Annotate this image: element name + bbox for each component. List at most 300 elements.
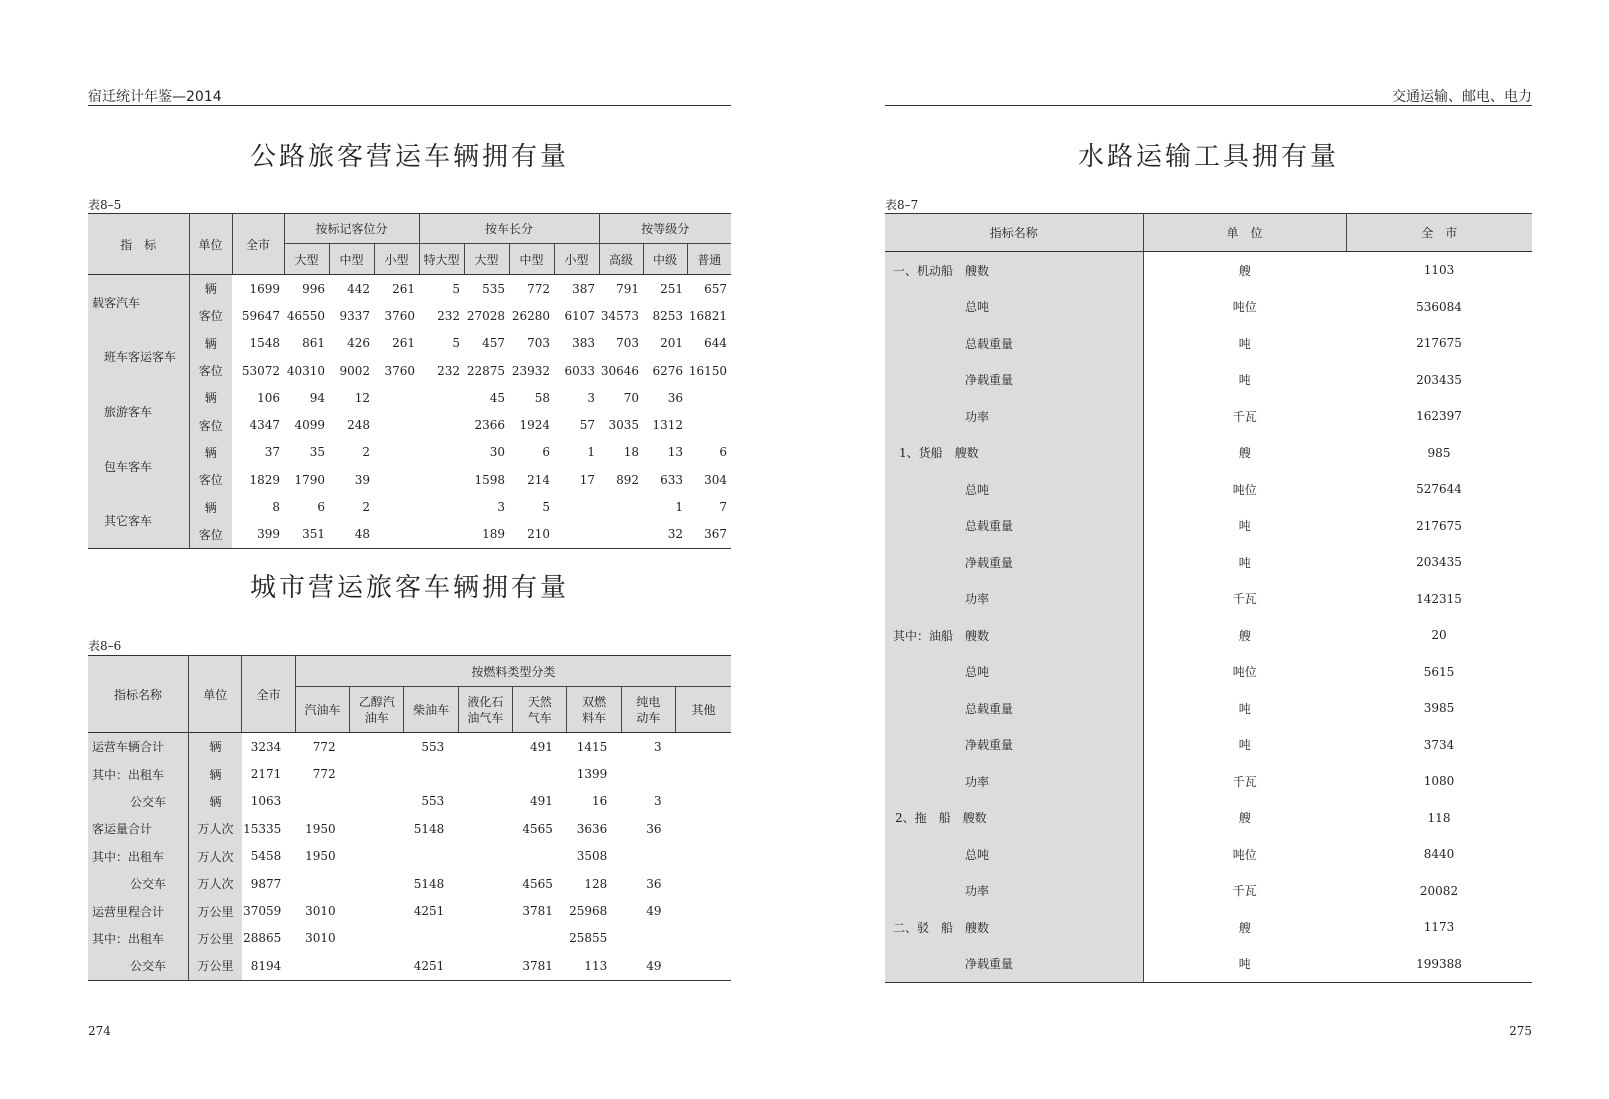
header-sub: 汽油车: [295, 687, 349, 733]
city-vehicles-table: [88, 655, 731, 981]
unit-cell: 千瓦: [1232, 884, 1257, 899]
value-cell: 36: [646, 876, 662, 891]
value-cell: [374, 493, 419, 520]
unit-cell: 吨: [1238, 555, 1251, 570]
value-cell: 8440: [1423, 847, 1455, 862]
header-sub: 其他: [676, 687, 731, 733]
value-cell: 20082: [1419, 883, 1459, 898]
value-cell: 8253: [652, 308, 683, 323]
table-row: [88, 439, 731, 466]
value-cell: 633: [660, 472, 683, 487]
value-cell: 2366: [474, 418, 505, 433]
unit-cell: 艘: [1238, 446, 1251, 461]
value-cell: 217675: [1416, 518, 1462, 533]
value-cell: [676, 760, 731, 787]
unit-cell: 客位: [189, 521, 232, 549]
value-cell: 527644: [1416, 482, 1462, 497]
value-cell: [374, 466, 419, 493]
value-cell: [676, 925, 731, 952]
row-label: 净载重量: [885, 727, 1143, 764]
water-transport-table: [885, 213, 1532, 983]
value-cell: 4251: [413, 904, 445, 919]
value-cell: [419, 521, 464, 549]
value-cell: [419, 439, 464, 466]
header-sub: 特大型: [419, 244, 464, 275]
value-cell: 17: [579, 472, 595, 487]
value-cell: 4565: [522, 876, 553, 891]
value-cell: 791: [616, 281, 639, 296]
value-cell: 232: [437, 308, 460, 323]
value-cell: 36: [667, 390, 683, 405]
row-label: 总吨: [885, 471, 1143, 508]
value-cell: 3781: [522, 958, 553, 973]
bus-vehicles-table: [88, 213, 731, 549]
unit-cell: 吨: [1238, 336, 1251, 351]
unit-cell: 吨位: [1232, 847, 1257, 862]
value-cell: 7: [719, 500, 727, 515]
row-label: 其中：油船 艘数: [885, 617, 1143, 654]
value-cell: 536084: [1416, 299, 1462, 314]
value-cell: [599, 521, 643, 549]
table-row: [885, 544, 1532, 581]
value-cell: 9002: [339, 363, 370, 378]
unit-cell: 吨位: [1232, 482, 1257, 497]
value-cell: [350, 897, 404, 924]
row-label: 包车客车: [88, 439, 189, 494]
header-sub: 天然 气车: [513, 687, 567, 733]
value-cell: 203435: [1416, 372, 1462, 387]
value-cell: 2: [362, 445, 370, 460]
unit-cell: 吨: [1238, 957, 1251, 972]
header-sub: 乙醇汽 油车: [350, 687, 404, 733]
value-cell: 25968: [569, 904, 608, 919]
running-header: 交通运输、邮电、电力: [1392, 89, 1532, 105]
row-label: 一、机动船 艘数: [885, 252, 1143, 289]
value-cell: 30: [489, 445, 505, 460]
value-cell: 5458: [250, 849, 282, 864]
table-row: [885, 581, 1532, 618]
value-cell: [350, 925, 404, 952]
value-cell: 772: [312, 767, 336, 782]
value-cell: 703: [616, 336, 639, 351]
row-label: 2、拖 船 艘数: [885, 800, 1143, 837]
value-cell: [687, 384, 731, 411]
value-cell: 6: [542, 445, 550, 460]
row-label: 总载重量: [885, 690, 1143, 727]
header-sub: 液化石 油气车: [458, 687, 512, 733]
row-label: 其中：出租车: [88, 760, 189, 787]
value-cell: [458, 870, 512, 897]
row-label: 二、驳 船 艘数: [885, 909, 1143, 946]
value-cell: 1415: [576, 739, 608, 754]
value-cell: 3760: [384, 363, 415, 378]
value-cell: 304: [704, 472, 727, 487]
header-sub: 柴油车: [404, 687, 458, 733]
value-cell: [458, 925, 512, 952]
unit-cell: 万公里: [189, 925, 242, 952]
running-header: 宿迁统计年鉴—2014: [88, 89, 222, 105]
value-cell: 5: [452, 336, 460, 351]
unit-cell: 吨位: [1232, 300, 1257, 315]
unit-cell: 辆: [189, 760, 242, 787]
table-row: [885, 325, 1532, 362]
value-cell: 16821: [688, 308, 727, 323]
value-cell: 1950: [305, 821, 336, 836]
value-cell: 4347: [249, 418, 280, 433]
unit-cell: 吨: [1238, 519, 1251, 534]
value-cell: 118: [1427, 810, 1451, 825]
value-cell: 8: [272, 500, 280, 515]
header-sub: 纯电 动车: [621, 687, 675, 733]
value-cell: 46550: [286, 308, 325, 323]
value-cell: 36: [646, 821, 662, 836]
row-label: 班车客运客车: [88, 330, 189, 385]
header-total: 全市: [232, 214, 284, 275]
table-row: [885, 763, 1532, 800]
value-cell: 201: [660, 336, 683, 351]
value-cell: 106: [257, 390, 280, 405]
value-cell: [554, 493, 599, 520]
table-row: [88, 870, 731, 897]
value-cell: 367: [704, 527, 727, 542]
table-row: [88, 330, 731, 357]
value-cell: 3: [587, 390, 595, 405]
value-cell: 3035: [608, 418, 639, 433]
unit-cell: 万人次: [189, 870, 242, 897]
right-page: [885, 0, 1532, 1099]
unit-cell: 吨: [1238, 701, 1251, 716]
value-cell: 53072: [241, 363, 280, 378]
value-cell: [374, 439, 419, 466]
row-label: 客运量合计: [88, 815, 189, 842]
value-cell: [295, 870, 349, 897]
header-sub: 普通: [687, 244, 731, 275]
header-group-grade: 按等级分: [599, 214, 731, 244]
header-indicator: 指 标: [88, 214, 189, 275]
value-cell: 1699: [249, 281, 280, 296]
value-cell: 3734: [1423, 737, 1455, 752]
row-label: 功率: [885, 398, 1143, 435]
value-cell: 128: [584, 876, 608, 891]
value-cell: [350, 870, 404, 897]
value-cell: [419, 411, 464, 438]
table-row: [885, 617, 1532, 654]
header-sub: 大型: [284, 244, 329, 275]
value-cell: 1173: [1423, 920, 1455, 935]
value-cell: [419, 466, 464, 493]
unit-cell: 客位: [189, 466, 232, 493]
header-total: 全市: [242, 656, 295, 733]
header-group-length: 按车长分: [419, 214, 599, 244]
unit-cell: 吨位: [1232, 665, 1257, 680]
value-cell: 6276: [652, 363, 683, 378]
value-cell: 399: [257, 527, 280, 542]
value-cell: [458, 952, 512, 980]
value-cell: 657: [704, 281, 727, 296]
value-cell: [676, 815, 731, 842]
header-indicator: 指标名称: [885, 214, 1143, 252]
table-row: [885, 873, 1532, 910]
value-cell: 248: [347, 418, 370, 433]
table-row: [88, 952, 731, 980]
value-cell: 25855: [569, 931, 608, 946]
value-cell: [350, 788, 404, 815]
value-cell: 3234: [250, 739, 282, 754]
value-cell: 5148: [413, 821, 445, 836]
table-title: 公路旅客营运车辆拥有量: [249, 142, 569, 172]
value-cell: 232: [437, 363, 460, 378]
unit-cell: 客位: [189, 302, 232, 329]
value-cell: 6: [719, 445, 727, 460]
row-label: 总载重量: [885, 325, 1143, 362]
header-sub: 中型: [509, 244, 554, 275]
row-label: 总载重量: [885, 508, 1143, 545]
value-cell: 3781: [522, 904, 553, 919]
table-row: [885, 362, 1532, 399]
row-label: 功率: [885, 763, 1143, 800]
table-title: 城市营运旅客车辆拥有量: [249, 573, 569, 603]
value-cell: [419, 384, 464, 411]
value-cell: 2171: [250, 767, 282, 782]
table-row: [885, 800, 1532, 837]
value-cell: 59647: [241, 308, 280, 323]
header-unit: 单 位: [1143, 214, 1346, 252]
header-sub: 小型: [374, 244, 419, 275]
value-cell: 26280: [511, 308, 550, 323]
value-cell: 12: [354, 390, 370, 405]
value-cell: [676, 733, 731, 761]
value-cell: [374, 384, 419, 411]
value-cell: 5: [452, 281, 460, 296]
table-number: 表8–7: [885, 198, 919, 212]
row-label: 旅游客车: [88, 384, 189, 439]
value-cell: 16: [591, 794, 608, 809]
value-cell: [599, 493, 643, 520]
unit-cell: 辆: [189, 330, 232, 357]
value-cell: 1399: [576, 767, 608, 782]
table-row: [88, 275, 731, 303]
row-label: 总吨: [885, 836, 1143, 873]
table-row: [88, 384, 731, 411]
table-title: 水路运输工具拥有量: [1077, 142, 1339, 172]
value-cell: 5148: [413, 876, 445, 891]
value-cell: 1924: [519, 418, 550, 433]
value-cell: [621, 925, 675, 952]
unit-cell: 艘: [1238, 811, 1251, 826]
unit-cell: 万人次: [189, 843, 242, 870]
value-cell: 772: [527, 281, 550, 296]
header-group-fuel: 按燃料类型分类: [295, 656, 731, 687]
value-cell: [350, 952, 404, 980]
header-unit: 单位: [189, 214, 232, 275]
value-cell: 5: [542, 500, 550, 515]
unit-cell: 辆: [189, 788, 242, 815]
header-rule: [88, 105, 731, 106]
row-label: 运营车辆合计: [88, 733, 189, 761]
table-row: [88, 760, 731, 787]
value-cell: [513, 925, 567, 952]
value-cell: [513, 760, 567, 787]
value-cell: 214: [527, 472, 550, 487]
value-cell: [676, 952, 731, 980]
value-cell: 3760: [384, 308, 415, 323]
value-cell: 3: [653, 794, 662, 809]
unit-cell: 辆: [189, 439, 232, 466]
value-cell: 892: [616, 472, 639, 487]
value-cell: 8194: [250, 958, 282, 973]
value-cell: 1829: [249, 472, 280, 487]
row-label: 总吨: [885, 289, 1143, 326]
unit-cell: 万公里: [189, 952, 242, 980]
header-sub: 小型: [554, 244, 599, 275]
value-cell: [458, 788, 512, 815]
row-label: 其中：出租车: [88, 843, 189, 870]
value-cell: 442: [347, 281, 370, 296]
value-cell: [676, 788, 731, 815]
table-row: [885, 654, 1532, 691]
value-cell: 4099: [294, 418, 325, 433]
value-cell: 1790: [294, 472, 325, 487]
row-label: 载客汽车: [88, 275, 189, 330]
value-cell: 2: [362, 500, 370, 515]
unit-cell: 艘: [1238, 920, 1251, 935]
row-label: 净载重量: [885, 544, 1143, 581]
value-cell: 457: [482, 336, 505, 351]
unit-cell: 客位: [189, 411, 232, 438]
value-cell: 5615: [1423, 664, 1455, 679]
value-cell: 351: [302, 527, 325, 542]
value-cell: [458, 733, 512, 761]
value-cell: 1312: [652, 418, 683, 433]
unit-cell: 艘: [1238, 628, 1251, 643]
value-cell: 48: [354, 527, 370, 542]
value-cell: 35: [309, 445, 325, 460]
unit-cell: 吨: [1238, 738, 1251, 753]
value-cell: [419, 493, 464, 520]
unit-cell: 千瓦: [1232, 592, 1257, 607]
value-cell: 203435: [1416, 555, 1462, 570]
value-cell: 3985: [1423, 701, 1455, 716]
value-cell: [374, 521, 419, 549]
value-cell: 113: [584, 958, 608, 973]
table-row: [885, 471, 1532, 508]
value-cell: 1080: [1423, 774, 1455, 789]
value-cell: 3636: [576, 821, 608, 836]
header-group-seat: 按标记客位分: [284, 214, 419, 244]
row-label: 运营里程合计: [88, 897, 189, 924]
table-number: 表8–5: [88, 198, 122, 212]
value-cell: [513, 843, 567, 870]
unit-cell: 辆: [189, 275, 232, 303]
value-cell: 3508: [576, 849, 608, 864]
value-cell: 32: [667, 527, 683, 542]
row-label: 净载重量: [885, 946, 1143, 983]
value-cell: 491: [530, 794, 553, 809]
value-cell: 387: [572, 281, 595, 296]
value-cell: 772: [312, 739, 336, 754]
value-cell: 426: [347, 336, 370, 351]
row-label: 其中：出租车: [88, 925, 189, 952]
table-row: [885, 690, 1532, 727]
value-cell: 3: [497, 500, 505, 515]
header-sub: 高级: [599, 244, 643, 275]
value-cell: [295, 952, 349, 980]
row-label: 公交车: [88, 870, 189, 897]
unit-cell: 客位: [189, 357, 232, 384]
value-cell: 70: [623, 390, 639, 405]
table-number: 表8–6: [88, 639, 122, 653]
value-cell: [676, 870, 731, 897]
table-row: [885, 727, 1532, 764]
value-cell: 6: [317, 500, 325, 515]
value-cell: [554, 521, 599, 549]
row-label: 1、货船 艘数: [885, 435, 1143, 472]
value-cell: 4565: [522, 821, 553, 836]
row-label: 公交车: [88, 952, 189, 980]
value-cell: [458, 843, 512, 870]
value-cell: [458, 760, 512, 787]
value-cell: [350, 843, 404, 870]
table-row: [88, 788, 731, 815]
value-cell: 23932: [511, 363, 550, 378]
header-rule: [885, 105, 1532, 106]
unit-cell: 吨: [1238, 373, 1251, 388]
value-cell: 45: [489, 390, 505, 405]
value-cell: 39: [354, 472, 370, 487]
value-cell: 1950: [305, 849, 336, 864]
value-cell: 20: [1431, 628, 1447, 643]
table-row: [885, 289, 1532, 326]
value-cell: 703: [527, 336, 550, 351]
value-cell: 261: [392, 281, 415, 296]
value-cell: [621, 760, 675, 787]
value-cell: [295, 788, 349, 815]
value-cell: 4251: [413, 958, 445, 973]
value-cell: 162397: [1416, 409, 1462, 424]
value-cell: 1063: [250, 794, 282, 809]
table-row: [885, 508, 1532, 545]
table-row: [885, 398, 1532, 435]
value-cell: 13: [667, 445, 683, 460]
value-cell: 28865: [243, 931, 282, 946]
unit-cell: 千瓦: [1232, 409, 1257, 424]
value-cell: 261: [392, 336, 415, 351]
row-label: 功率: [885, 873, 1143, 910]
table-row: [88, 733, 731, 761]
value-cell: 199388: [1416, 956, 1462, 971]
table-row: [885, 946, 1532, 983]
value-cell: 1: [587, 445, 595, 460]
value-cell: 49: [646, 904, 662, 919]
value-cell: 1598: [474, 472, 505, 487]
row-label: 净载重量: [885, 362, 1143, 399]
value-cell: 9337: [339, 308, 370, 323]
value-cell: 40310: [286, 363, 325, 378]
value-cell: 491: [530, 739, 553, 754]
value-cell: [621, 843, 675, 870]
header-sub: 中型: [329, 244, 374, 275]
value-cell: 30646: [600, 363, 639, 378]
page-number: 274: [88, 1024, 111, 1038]
value-cell: [350, 733, 404, 761]
unit-cell: 艘: [1238, 263, 1251, 278]
row-label: 总吨: [885, 654, 1143, 691]
row-label: 公交车: [88, 788, 189, 815]
value-cell: 37059: [243, 904, 282, 919]
value-cell: 58: [534, 390, 550, 405]
value-cell: 553: [421, 794, 445, 809]
unit-cell: 千瓦: [1232, 774, 1257, 789]
